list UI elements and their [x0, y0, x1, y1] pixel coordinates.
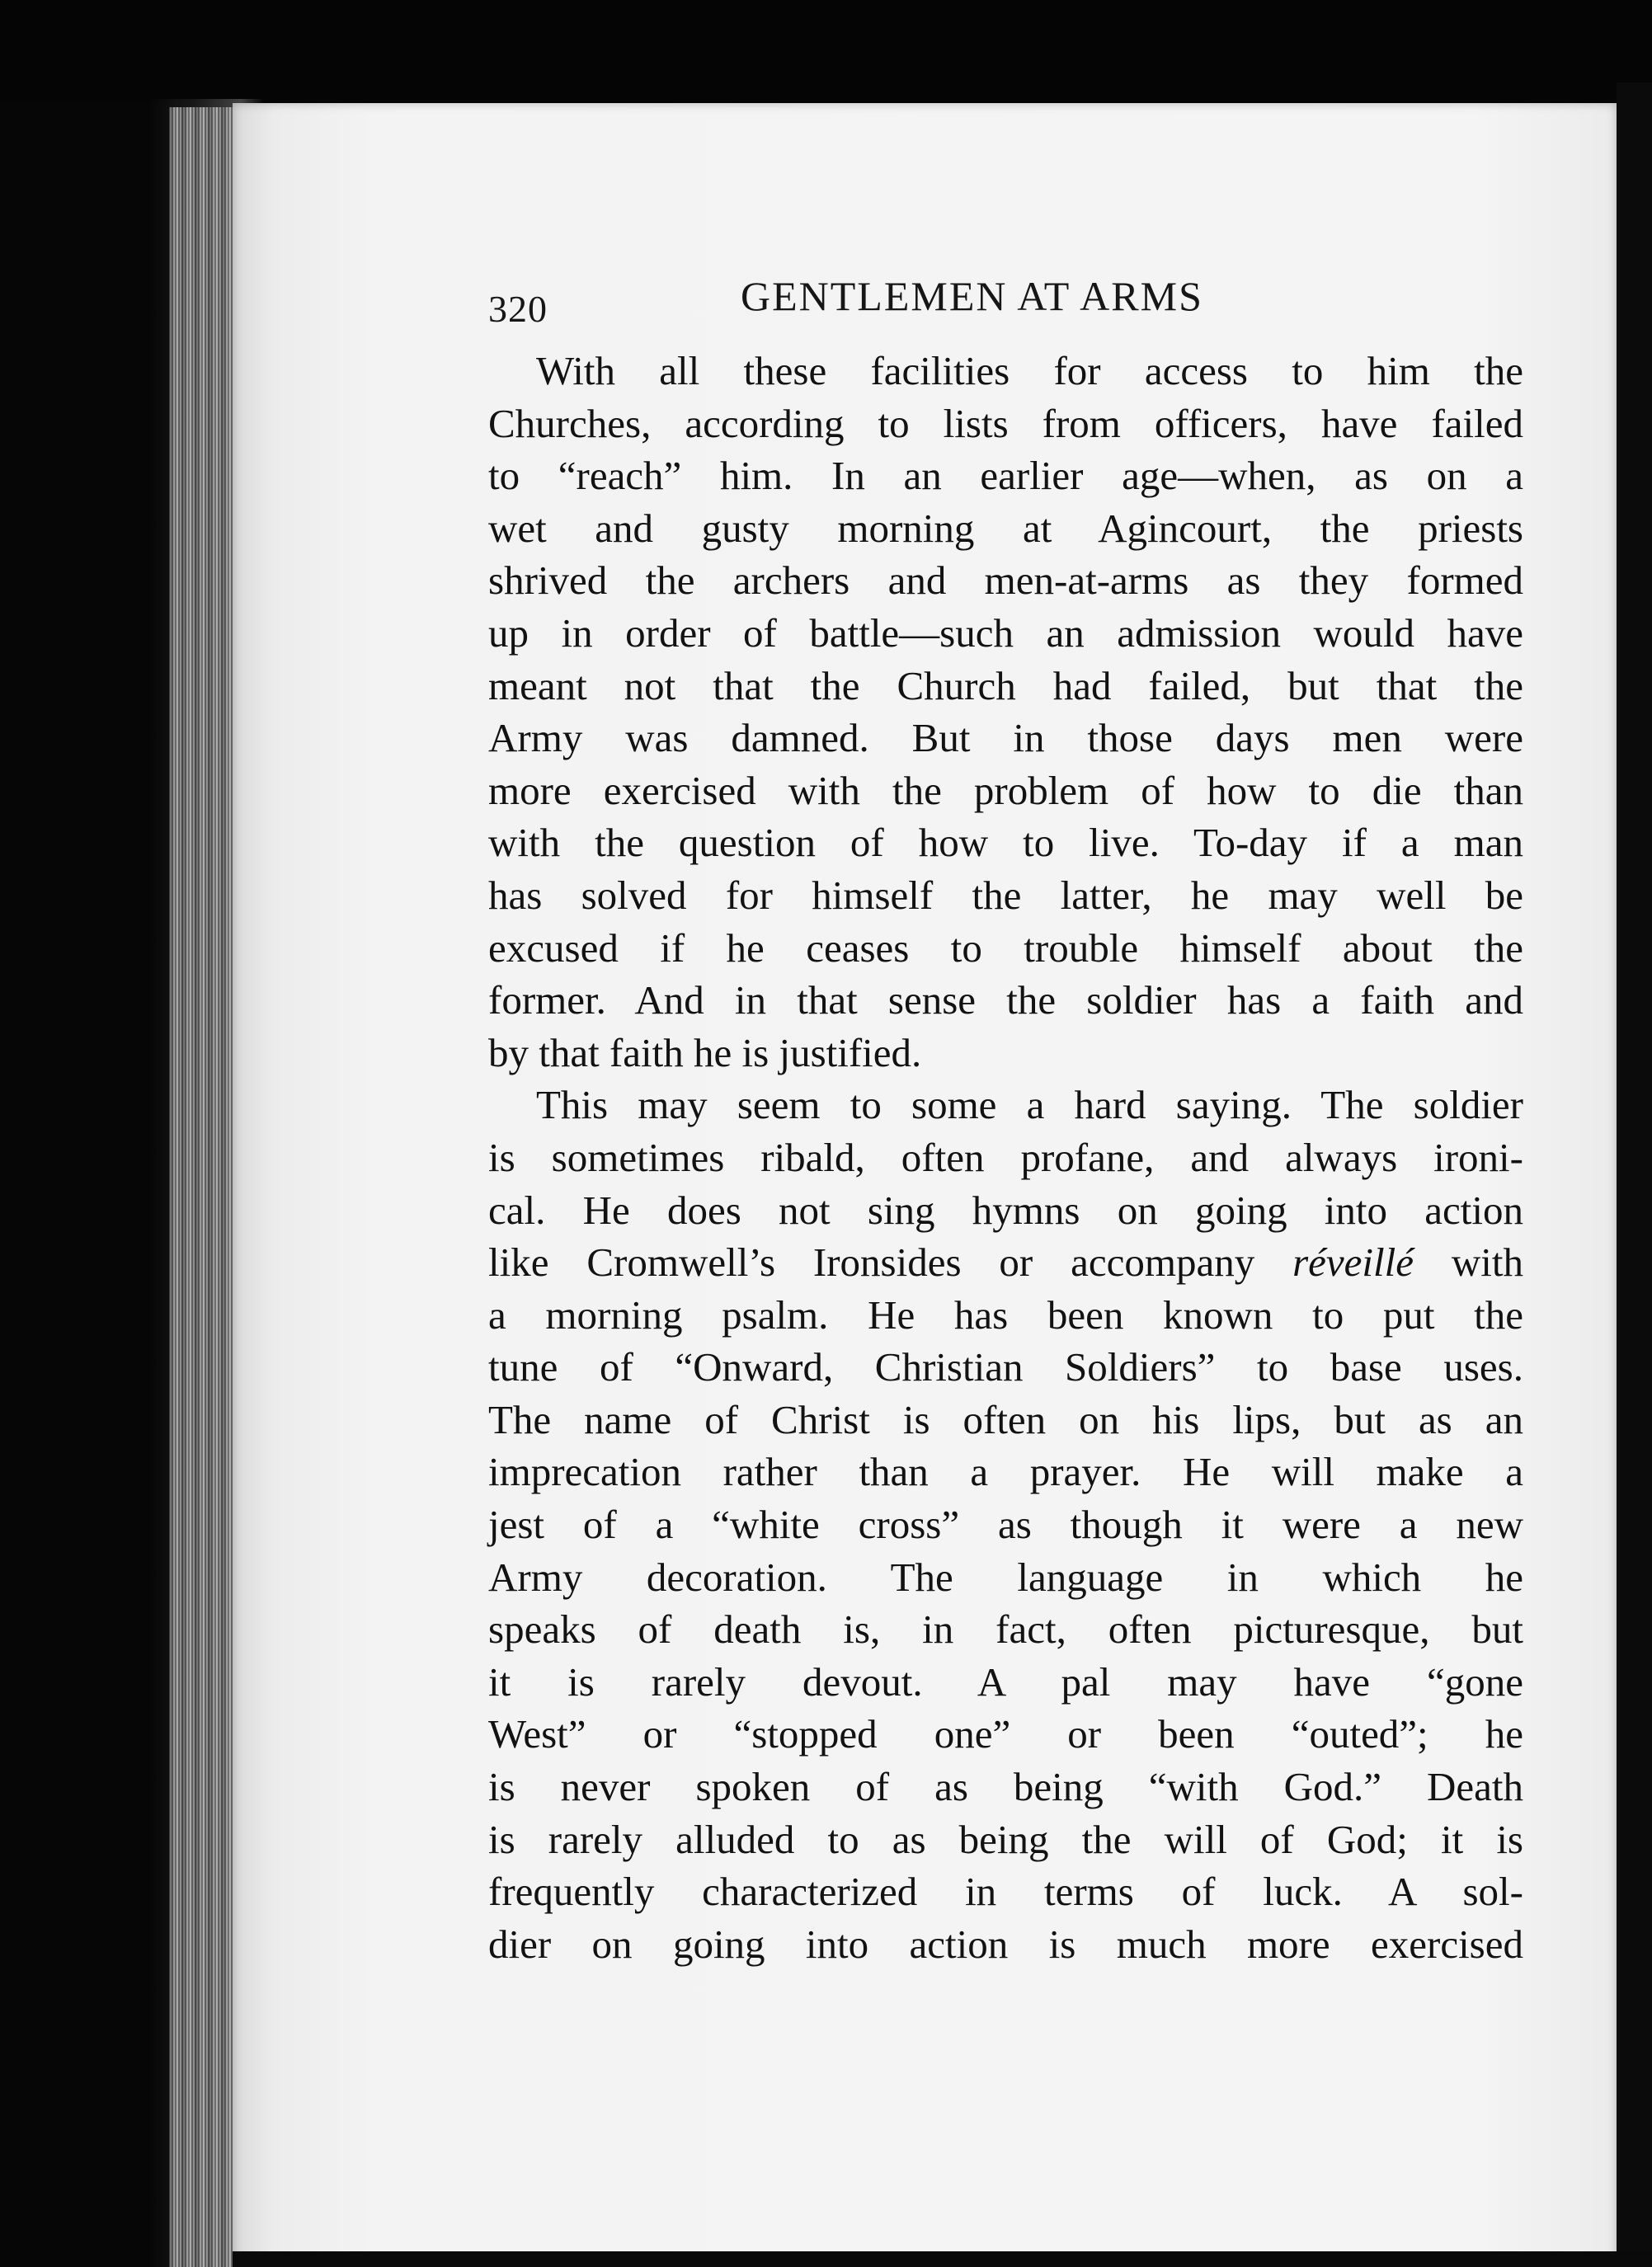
text-line: frequently characterized in terms of luck. A sol-	[488, 1869, 1523, 1915]
text-line-with-italic	[488, 1236, 1523, 1289]
text-line: Army was damned. But in those days men were	[488, 715, 1523, 761]
text-line: Army decoration. The language in which he	[488, 1554, 1523, 1600]
text-line: with the question of how to live. To-day if a man	[488, 820, 1523, 866]
text-segment: like Cromwell’s Ironsides or accompany	[488, 1239, 1255, 1286]
running-title: GENTLEMEN AT ARMS	[741, 273, 1203, 319]
scan-right-border	[1617, 82, 1652, 2267]
text-line: dier on going into action is much more exercised	[488, 1921, 1523, 1967]
text-line: former. And in that sense the soldier has a faith and	[488, 977, 1523, 1023]
text-line: tune of “Onward, Christian Soldiers” to base uses.	[488, 1344, 1523, 1390]
text-line: is never spoken of as being “with God.” Death	[488, 1764, 1523, 1810]
text-line: has solved for himself the latter, he may well be	[488, 872, 1523, 918]
text-line: by that faith he is justified.	[488, 1029, 922, 1075]
running-head	[488, 272, 1602, 330]
body-text	[488, 345, 1523, 1970]
scan-bottom-border	[233, 2251, 1652, 2267]
text-line: meant not that the Church had failed, but that the	[488, 662, 1523, 708]
text-line: shrived the archers and men-at-arms as they formed	[488, 557, 1523, 604]
text-line: to “reach” him. In an earlier age—when, as on a	[488, 453, 1523, 499]
text-line: With all these facilities for access to him the	[536, 348, 1523, 393]
text-line: wet and gusty morning at Agincourt, the priests	[488, 505, 1523, 551]
text-segment: with	[1451, 1239, 1524, 1286]
text-line: more exercised with the problem of how to die than	[488, 767, 1523, 813]
text-line: jest of a “white cross” as though it were a new	[488, 1502, 1523, 1548]
text-line: The name of Christ is often on his lips, but as an	[488, 1396, 1523, 1442]
text-line: cal. He does not sing hymns on going into action	[488, 1187, 1523, 1233]
text-line: excused if he ceases to trouble himself about the	[488, 924, 1523, 971]
text-line: is sometimes ribald, often profane, and always ironi-	[488, 1134, 1523, 1180]
text-line: West” or “stopped one” or been “outed”; he	[488, 1711, 1523, 1757]
page-number: 320	[488, 288, 548, 330]
text-line: it is rarely devout. A pal may have “gone	[488, 1658, 1523, 1705]
text-line: imprecation rather than a prayer. He will make a	[488, 1449, 1523, 1495]
scan-top-border	[0, 0, 1652, 103]
text-line: a morning psalm. He has been known to put the	[488, 1291, 1523, 1338]
text-line: Churches, according to lists from officers, have failed	[488, 400, 1523, 446]
text-line: speaks of death is, in fact, often picturesque, but	[488, 1606, 1523, 1653]
text-line: up in order of battle—such an admission would have	[488, 609, 1523, 656]
text-line: This may seem to some a hard saying. The soldier	[536, 1082, 1523, 1128]
italic-word: réveillé	[1292, 1239, 1414, 1286]
text-line: is rarely alluded to as being the will of God; it is	[488, 1816, 1523, 1862]
